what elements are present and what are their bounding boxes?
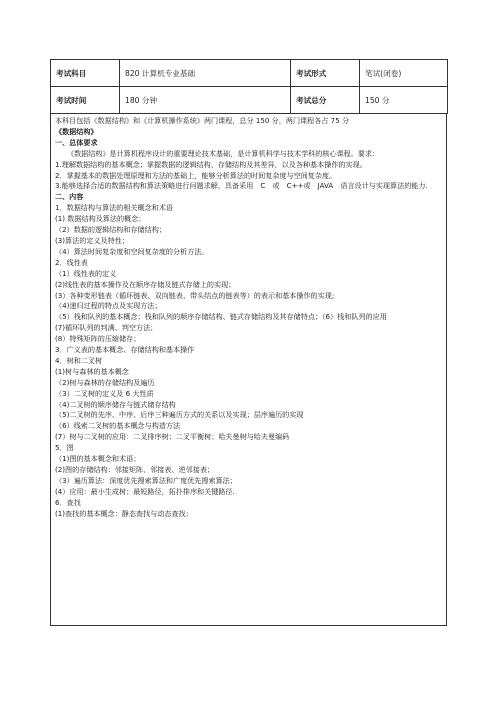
- syllabus-line: 3.能够选择合适的数据结构和算法策略进行问题求解，具备采用 C 或 C++或 JAVA 语言设计与实现算法的能力.: [55, 181, 428, 191]
- syllabus-line: (4）应用：最小生成树；最短路径，拓扑排序和关键路径.: [55, 486, 235, 496]
- syllabus-content: [50, 114, 447, 626]
- score-value: 150 分: [360, 87, 448, 114]
- syllabus-line: 6．查找: [55, 497, 81, 507]
- subject-label: 考试科目: [51, 60, 120, 87]
- syllabus-line: （4)二叉树的顺序储存与链式储存结构: [55, 399, 176, 409]
- syllabus-line: (8）特殊矩阵的压缩储存；: [55, 334, 141, 344]
- syllabus-line: （6）线索二叉树的基本概念与构造方法: [55, 421, 181, 431]
- syllabus-line: 一、总体要求: [55, 137, 98, 147]
- syllabus-line: （2)树与森林的存储结构及遍历: [55, 377, 155, 387]
- syllabus-line: （1)图的基本概念和术语；: [55, 454, 141, 464]
- syllabus-line: 3．广义表的基本概念、存储结构和基本操作: [55, 345, 195, 355]
- form-label: 考试形式: [291, 60, 360, 87]
- syllabus-line: (1) 数据结构及算法的概念；: [55, 214, 146, 224]
- syllabus-line: 《数据结构》: [55, 126, 98, 136]
- syllabus-line: （3）二叉树的定义及 6 大性质: [55, 388, 154, 398]
- exam-syllabus-sheet: [50, 59, 447, 626]
- subject-value: 820 计算机专业基础: [120, 60, 291, 87]
- syllabus-line: (1)查找的基本概念：静态查找与动态查找；: [55, 508, 193, 518]
- syllabus-line: 二、内容: [55, 192, 84, 202]
- syllabus-line: （3）遍历算法：深度优先搜索算法和广度优先搜索算法；: [55, 475, 237, 485]
- exam-info-table: [50, 59, 448, 114]
- syllabus-line: (3)算法的定义及特性；: [55, 235, 129, 245]
- syllabus-line: (3）各种变形链表（循环链表、双向链表、带头结点的链表等）的表示和基本操作的实现;: [55, 290, 335, 300]
- time-label: 考试时间: [51, 87, 120, 114]
- time-value: 180 分钟: [120, 87, 291, 114]
- syllabus-line: 5．图: [55, 443, 74, 453]
- syllabus-line: （4)递归过程的特点及实现方法；: [55, 301, 162, 311]
- syllabus-line: (2)图的存储结构：邻接矩阵、邻接表、逆邻接表；: [55, 465, 215, 474]
- syllabus-line: 2．线性表: [55, 257, 88, 267]
- form-value: 笔试(闭卷): [360, 60, 448, 87]
- syllabus-line: 2．掌握基本的数据处理原理和方法的基础上，能够分析算法的时间复杂度与空间复杂度。: [55, 170, 337, 180]
- exam-info-row: [51, 87, 448, 114]
- syllabus-line: （4）算法时间复杂度和空间复杂度的分析方法。: [55, 246, 209, 256]
- syllabus-line: （2）数据的逻辑结构和存储结构；: [55, 225, 166, 235]
- score-label: 考试总分: [291, 87, 360, 114]
- syllabus-line: 本科目包括《数据结构》和《计算机操作系统》两门课程，总分 150 分，两门课程各占 75 分: [55, 116, 350, 125]
- syllabus-line: （5)二叉树的先序、中序、后序三种遍历方式的关系以及实现；层序遍历的实现: [55, 410, 304, 420]
- syllabus-line: (7)循环队列的判满、判空方法；: [55, 323, 158, 333]
- syllabus-line: （5）栈和队列的基本概念；栈和队列的顺序存储结构、链式存储结构及其存储特点；（6）栈和队列的应用: [55, 312, 387, 322]
- syllabus-line: 1.理解数据结构的基本概念；掌握数据的逻辑结构、存储结构及其差异，以及各种基本操作的实现。: [55, 159, 367, 169]
- syllabus-line: (1)树与森林的基本概念: [55, 366, 129, 376]
- syllabus-line: （1）线性表的定义: [55, 268, 117, 278]
- syllabus-line: 1．数据结构与算法的相关概念和术语: [55, 203, 174, 213]
- exam-info-row: [51, 60, 448, 87]
- syllabus-line: 《数据结构》是计算机程序设计的重要理论技术基础，是计算机科学与技术学科的核心课程。要求：: [67, 148, 380, 158]
- syllabus-line: (7）树与二叉树的应用：二叉排序树；二叉平衡树；哈夫曼树与哈夫曼编码: [55, 432, 290, 442]
- syllabus-line: 4．树和二叉树: [55, 355, 103, 365]
- syllabus-line: (2)线性表的基本操作及在顺序存储及链式存储上的实现；: [55, 279, 236, 289]
